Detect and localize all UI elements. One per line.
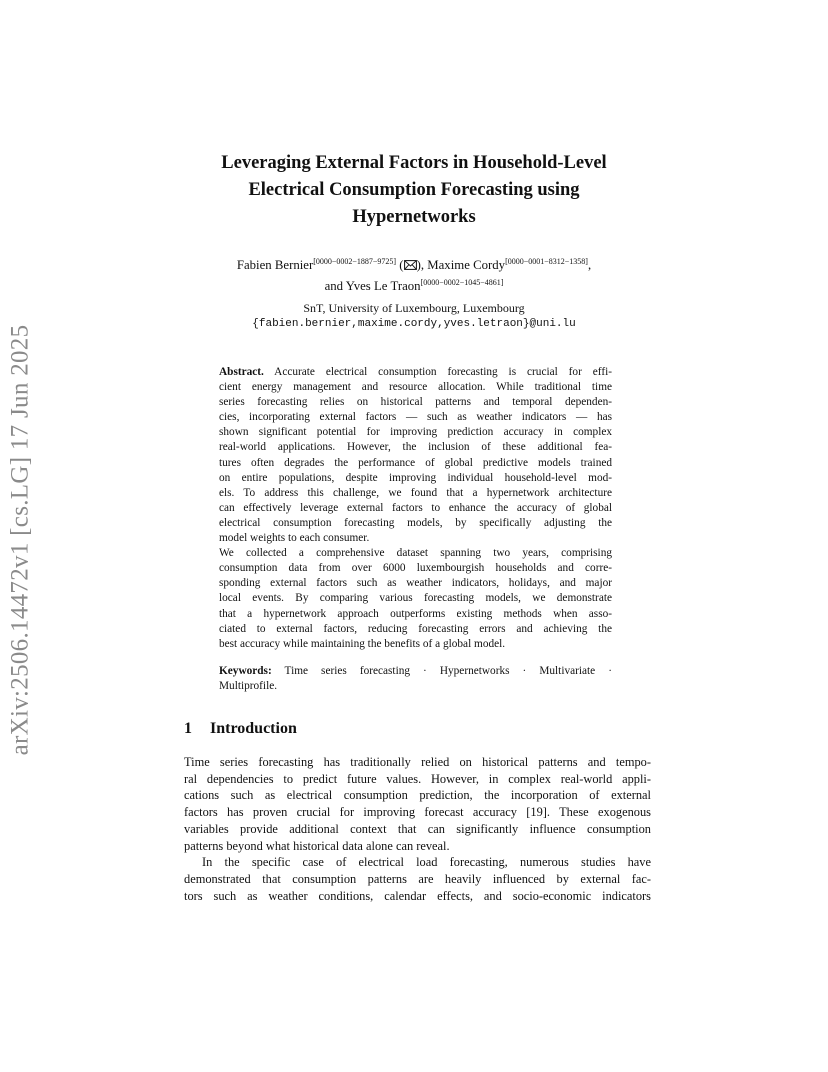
section-title: Introduction — [210, 720, 297, 737]
abstract-line: sponding external factors such as weather indicators, holidays, and major — [219, 577, 612, 590]
abstract-line: shown significant potential for improving prediction accuracy in complex — [219, 426, 612, 439]
title-line: Hypernetworks — [352, 207, 476, 227]
abstract-line: local events. By comparing various forecasting models, we demonstrate — [219, 592, 612, 605]
orcid-id: [0000−0002−1045−4861] — [420, 278, 504, 287]
keywords-line: Multiprofile. — [219, 680, 278, 693]
abstract-line: We collected a comprehensive dataset spanning two years, comprising — [219, 547, 612, 560]
body-line: tors such as weather conditions, calendar effects, and socio-economic indicators — [184, 888, 651, 903]
section-heading — [184, 720, 297, 738]
abstract-line: cies, incorporating external factors — such as weather indicators — has — [219, 411, 612, 424]
author-name: and Yves Le Traon — [324, 279, 421, 293]
author-line — [160, 274, 668, 295]
abstract-line: Abstract. Accurate electrical consumption forecasting is crucial for effi- — [219, 366, 612, 378]
abstract-line: series forecasting relies on historical patterns and temporal dependen- — [219, 396, 612, 409]
abstract-line: els. To address this challenge, we found that a hypernetwork architecture — [219, 486, 612, 499]
keywords-label: Keywords: — [219, 665, 272, 677]
abstract — [219, 365, 612, 652]
author-line: Fabien Bernier[0000−0002−1887−9725] ( ), Maxime Cordy[0000−0001−8312−1358], — [236, 257, 592, 272]
abstract-paragraph — [219, 365, 612, 546]
abstract-paragraph — [219, 546, 612, 652]
body-line: ral dependencies to predict future values. However, in complex real-world appli- — [184, 771, 651, 786]
abstract-label: Abstract. — [219, 366, 264, 378]
body-line: Time series forecasting has traditionally relied on historical patterns and tempo- — [184, 755, 651, 769]
body-line: patterns beyond what historical data alone can reveal. — [184, 838, 450, 853]
abstract-line: tures often degrades the performance of global predictive models trained — [219, 456, 612, 469]
body-line: demonstrated that consumption patterns are heavily influenced by external fac- — [184, 871, 651, 886]
affiliation-block — [160, 300, 668, 332]
body-text — [184, 754, 651, 904]
abstract-line: real-world applications. However, the inclusion of these additional fea- — [219, 441, 612, 454]
abstract-line: consumption data from over 6000 luxembourgish households and corre- — [219, 562, 612, 575]
keywords — [219, 664, 612, 694]
author-separator: , — [587, 258, 592, 272]
body-paragraph — [184, 754, 651, 854]
institution: SnT, University of Luxembourg, Luxembourg — [303, 301, 525, 315]
orcid-id: [0000−0002−1887−9725] — [313, 257, 397, 266]
section-number: 1 — [184, 720, 192, 737]
abstract-line: electrical consumption forecasting models, by specifically adjusting the — [219, 516, 612, 529]
abstract-line: on entire populations, despite improving individual household-level mod- — [219, 471, 612, 484]
body-line: cations such as electrical consumption prediction, the incorporation of external — [184, 788, 651, 803]
abstract-line: model weights to each consumer. — [219, 532, 370, 545]
author-separator: , — [420, 258, 425, 272]
envelope-icon — [404, 260, 417, 270]
keywords-paragraph — [219, 664, 612, 694]
body-line: variables provide additional context that can significantly influence consumption — [184, 821, 651, 836]
body-paragraph — [184, 854, 651, 904]
title-line: Electrical Consumption Forecasting using — [248, 180, 580, 200]
author-name: Maxime Cordy — [424, 258, 506, 272]
abstract-line: best accuracy while maintaining the benefits of a global model. — [219, 637, 506, 650]
author-name: Fabien Bernier — [236, 258, 314, 272]
arxiv-id-text: arXiv:2506.14472v1 [cs.LG] 17 Jun 2025 — [6, 324, 34, 756]
body-line: factors has proven crucial for improving forecast accuracy [19]. These exogenous — [184, 805, 651, 820]
orcid-id: [0000−0001−8312−1358] — [505, 257, 588, 266]
paper-title — [150, 150, 678, 231]
abstract-line: cient energy management and resource allocation. While traditional time — [219, 381, 612, 394]
abstract-line: can effectively leverage external factors to enhance the accuracy of global — [219, 501, 612, 514]
abstract-line: ciated to external factors, reducing forecasting errors and achieving the — [219, 622, 612, 635]
title-line: Leveraging External Factors in Household-Level — [221, 153, 607, 173]
author-emails: {fabien.bernier,maxime.cordy,yves.letraon}@uni.lu — [252, 318, 576, 330]
abstract-line: that a hypernetwork approach outperforms existing methods when asso- — [219, 607, 612, 620]
arxiv-identifier — [2, 305, 38, 775]
body-line: In the specific case of electrical load forecasting, numerous studies have — [202, 855, 651, 870]
keywords-line: Keywords: Time series forecasting · Hypernetworks · Multivariate · — [219, 665, 612, 677]
author-list — [160, 253, 668, 295]
